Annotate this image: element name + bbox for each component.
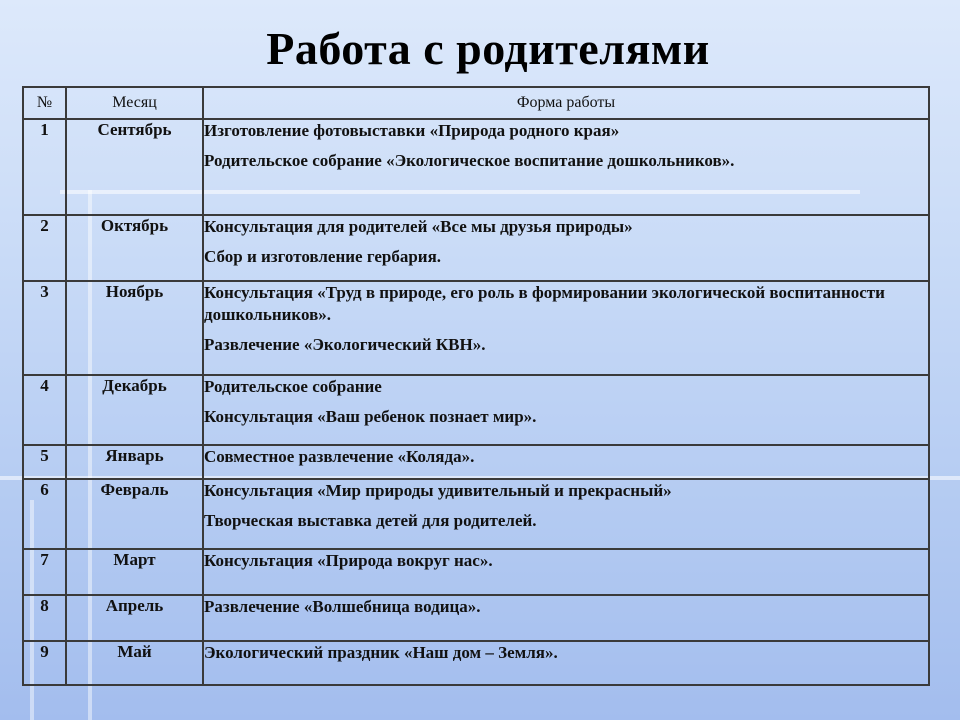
table-row xyxy=(23,549,929,595)
row-month: Январь xyxy=(66,445,203,479)
work-item: Совместное развлечение «Коляда». xyxy=(204,447,475,466)
page-title: Работа с родителями xyxy=(266,23,710,74)
row-number: 2 xyxy=(23,215,66,281)
work-item: Родительское собрание «Экологическое воспитание дошкольников». xyxy=(204,151,735,170)
row-month: Март xyxy=(66,549,203,595)
row-number: 1 xyxy=(23,119,66,215)
row-number: 4 xyxy=(23,375,66,445)
work-item: Консультация «Мир природы удивительный и прекрасный» xyxy=(204,481,672,500)
row-work xyxy=(203,479,929,549)
row-work xyxy=(203,641,929,685)
row-work xyxy=(203,119,929,215)
table-row xyxy=(23,375,929,445)
row-month: Апрель xyxy=(66,595,203,641)
row-work xyxy=(203,549,929,595)
table-row xyxy=(23,479,929,549)
row-work xyxy=(203,375,929,445)
header-work-form: Форма работы xyxy=(203,87,929,119)
work-item: Развлечение «Волшебница водица». xyxy=(204,597,481,616)
header-month: Месяц xyxy=(66,87,203,119)
table-row xyxy=(23,641,929,685)
row-work xyxy=(203,445,929,479)
row-month: Сентябрь xyxy=(66,119,203,215)
table-row xyxy=(23,595,929,641)
work-item: Сбор и изготовление гербария. xyxy=(204,247,442,266)
parents-work-table xyxy=(22,86,930,686)
header-number: № xyxy=(23,87,66,119)
table-row xyxy=(23,445,929,479)
work-item: Экологический праздник «Наш дом – Земля». xyxy=(204,643,558,662)
row-month: Октябрь xyxy=(66,215,203,281)
table-row xyxy=(23,215,929,281)
work-item: Консультация для родителей «Все мы друзья природы» xyxy=(204,217,633,236)
row-month: Февраль xyxy=(66,479,203,549)
work-item: Развлечение «Экологический КВН». xyxy=(204,335,486,354)
table-header-row xyxy=(23,87,929,119)
work-item: Консультация «Труд в природе, его роль в формировании экологической воспитанности дошкольников». xyxy=(204,283,885,324)
row-number: 5 xyxy=(23,445,66,479)
row-month: Май xyxy=(66,641,203,685)
work-item: Творческая выставка детей для родителей. xyxy=(204,511,537,530)
row-number: 3 xyxy=(23,281,66,375)
work-item: Родительское собрание xyxy=(204,377,382,396)
row-work xyxy=(203,595,929,641)
table-row xyxy=(23,281,929,375)
work-item: Консультация «Природа вокруг нас». xyxy=(204,551,493,570)
row-number: 9 xyxy=(23,641,66,685)
table-row xyxy=(23,119,929,215)
row-number: 8 xyxy=(23,595,66,641)
row-work xyxy=(203,281,929,375)
work-item: Изготовление фотовыставки «Природа родного края» xyxy=(204,121,620,140)
row-month: Декабрь xyxy=(66,375,203,445)
row-number: 7 xyxy=(23,549,66,595)
work-item: Консультация «Ваш ребенок познает мир». xyxy=(204,407,537,426)
row-number: 6 xyxy=(23,479,66,549)
row-work xyxy=(203,215,929,281)
row-month: Ноябрь xyxy=(66,281,203,375)
